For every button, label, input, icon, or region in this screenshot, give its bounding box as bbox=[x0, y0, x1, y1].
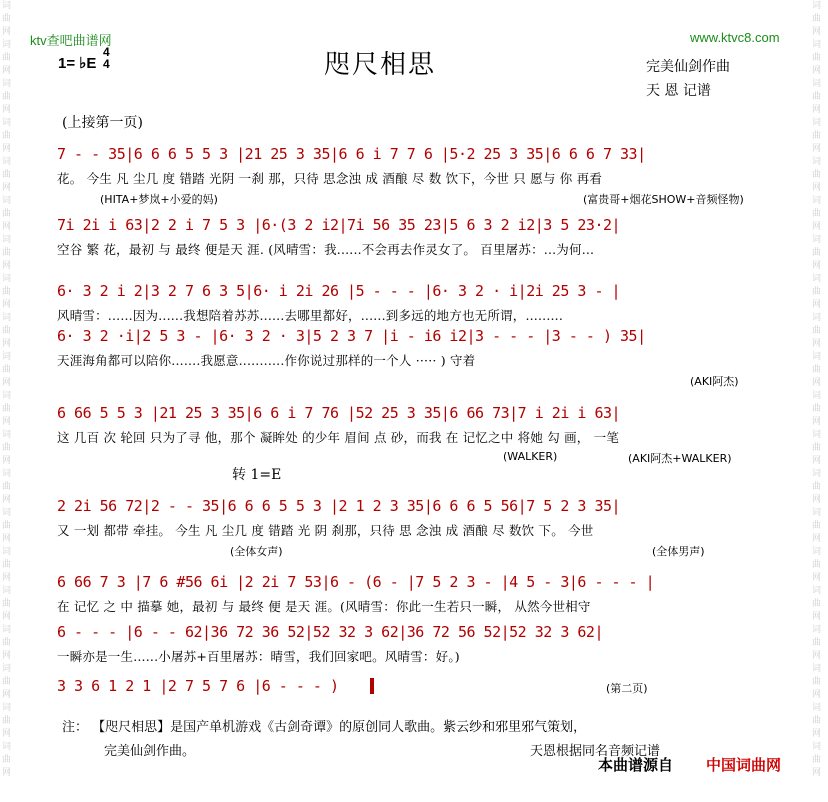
footnote-line-1: 注： 【咫尺相思】是国产单机游戏《古剑奇谭》的原创同人歌曲。紫云纱和邪里邪气策划， bbox=[62, 720, 587, 735]
singer-tag: (全体男声) bbox=[652, 545, 705, 558]
singer-tag: (第二页) bbox=[606, 682, 648, 695]
singer-tag: (AKI阿杰) bbox=[690, 375, 739, 388]
footnote-right: 天恩根据同名音频记谱 bbox=[530, 744, 661, 759]
lyrics-line: 又 一划 都带 牵挂。 今生 凡 尘几 度 错踏 光 阴 刹那，只待 思 念浊 成 酒酿 尽 数饮 下。 今世 bbox=[57, 523, 594, 538]
key-signature: 1= ♭E bbox=[58, 55, 97, 72]
continued-label: (上接第一页) bbox=[62, 115, 143, 131]
source-label: 本曲谱源自 bbox=[598, 756, 674, 774]
side-watermark-right: 词曲网词曲网词曲网词曲网词曲网词曲网词曲网词曲网词曲网词曲网词曲网词曲网词曲网词曲网词曲网词曲网词曲网词曲网词曲网词曲网 bbox=[812, 1, 822, 778]
song-title: 咫尺相思 bbox=[324, 50, 437, 80]
notation-line: 6 66 7 3 |7 6 #56 6i |2 2i 7 53|6 - (6 - |7 5 2 3 - |4 5 - 3|6 - - - | bbox=[57, 573, 655, 591]
side-watermark-left: 词曲网词曲网词曲网词曲网词曲网词曲网词曲网词曲网词曲网词曲网词曲网词曲网词曲网词曲网词曲网词曲网词曲网词曲网词曲网词曲网 bbox=[2, 1, 12, 778]
singer-tag: (WALKER) bbox=[503, 450, 558, 463]
footnote-line-2: 完美仙剑作曲。 bbox=[104, 744, 196, 759]
lyrics-line: 风晴雪：......因为......我想陪着苏苏......去哪里都好，......到多远的地方也无所谓，......... bbox=[57, 308, 564, 323]
time-signature-bottom: 4 bbox=[103, 57, 110, 71]
source-site-name: 中国词曲网 bbox=[706, 756, 782, 774]
lyrics-line: 这 几百 次 轮回 只为了寻 他，那个 凝眸处 的少年 眉间 点 砂，而我 在 记忆之中 将她 勾 画， 一笔 bbox=[57, 430, 620, 445]
singer-tag: (富贵哥+烟花SHOW+音频怪物) bbox=[583, 193, 744, 206]
composer-credit: 完美仙剑作曲 bbox=[646, 59, 730, 75]
notation-line: 6· 3 2 i 2|3 2 7 6 3 5|6· i 2i 26 |5 - - - |6· 3 2 · i|2i 25 3 - | bbox=[57, 282, 621, 300]
site-watermark-right: www.ktvc8.com bbox=[690, 30, 780, 45]
key-change-label: 转 1=E bbox=[232, 467, 282, 483]
final-barline bbox=[370, 678, 374, 694]
notation-line: 6 66 5 5 3 |21 25 3 35|6 6 i 7 76 |52 25 3 35|6 66 73|7 i 2i i 63| bbox=[57, 404, 621, 422]
singer-tag: (HITA+梦岚+小爱的妈) bbox=[100, 193, 218, 206]
notation-line: 7i 2i i 63|2 2 i 7 5 3 |6·(3 2 i2|7i 56 35 23|5 6 3 2 i2|3 5 23·2| bbox=[57, 216, 621, 234]
notation-line: 6 - - - |6 - - 62|36 72 36 52|52 32 3 62|36 72 56 52|52 32 3 62| bbox=[57, 623, 603, 641]
lyrics-line: 一瞬亦是一生......小屠苏+百里屠苏：晴雪，我们回家吧。风晴雪：好。) bbox=[57, 649, 460, 664]
lyrics-line: 花。 今生 凡 尘几 度 错踏 光阴 一刹 那，只待 思念浊 成 酒酿 尽 数 饮下，今世 只 愿与 你 再看 bbox=[57, 171, 603, 186]
notation-line: 2 2i 56 72|2 - - 35|6 6 6 5 5 3 |2 1 2 3 35|6 6 6 5 56|7 5 2 3 35| bbox=[57, 497, 621, 515]
notation-line: 6· 3 2 ·i|2 5 3 - |6· 3 2 · 3|5 2 3 7 |i - i6 i2|3 - - - |3 - - ) 35| bbox=[57, 327, 646, 345]
notation-line: 3 3 6 1 2 1 |2 7 5 7 6 |6 - - - ) bbox=[57, 677, 339, 695]
transcriber-credit: 天 恩 记谱 bbox=[646, 83, 711, 99]
singer-tag: (AKI阿杰+WALKER) bbox=[628, 452, 732, 465]
lyrics-line: 天涯海角都可以陪你.......我愿意...........作你说过那样的一个人 ····· ) 守着 bbox=[57, 353, 476, 368]
site-watermark-left: ktv查吧曲谱网 bbox=[30, 33, 112, 48]
lyrics-line: 空谷 繁 花，最初 与 最终 便是天 涯. (风晴雪：我......不会再去作灵女了。 百里屠苏：...为何... bbox=[57, 242, 595, 257]
singer-tag: (全体女声) bbox=[230, 545, 283, 558]
lyrics-line: 在 记忆 之 中 描摹 她，最初 与 最终 便 是天 涯。(风晴雪：你此一生若只一瞬， 从然今世相守 bbox=[57, 599, 591, 614]
notation-line: 7 - - 35|6 6 6 5 5 3 |21 25 3 35|6 6 i 7 7 6 |5·2 25 3 35|6 6 6 7 33| bbox=[57, 145, 646, 163]
time-signature-top: 4 bbox=[103, 45, 110, 59]
time-signature bbox=[103, 46, 110, 70]
